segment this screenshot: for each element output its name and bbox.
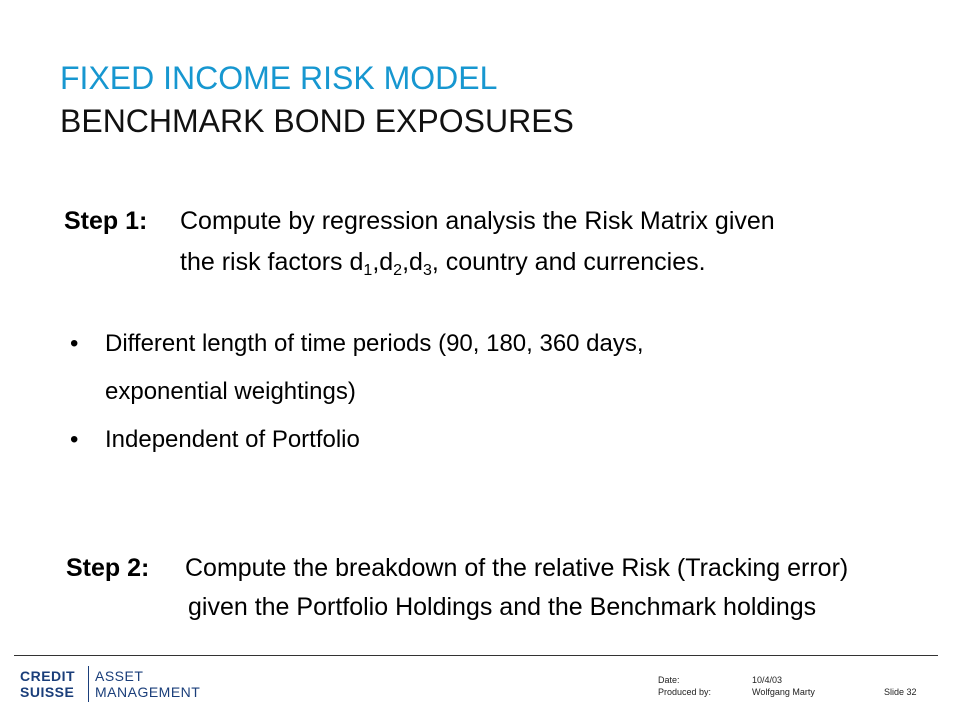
logo-credit-text: CREDIT bbox=[20, 668, 76, 684]
produced-by-label: Produced by: bbox=[658, 687, 712, 697]
subscript-3: 3 bbox=[422, 262, 432, 279]
step1-sep2: ,d bbox=[402, 248, 423, 276]
slide-subtitle: BENCHMARK BOND EXPOSURES bbox=[60, 103, 574, 139]
slide-title: FIXED INCOME RISK MODEL bbox=[60, 60, 498, 96]
bullet-dot-1: • bbox=[70, 330, 79, 357]
step1-line2-prefix: the risk factors d bbox=[180, 248, 364, 276]
logo-asset-text: ASSET bbox=[95, 668, 144, 684]
step1-sep1: ,d bbox=[372, 248, 394, 276]
bullet-dot-2: • bbox=[70, 426, 79, 453]
produced-by-value: Wolfgang Marty bbox=[752, 687, 815, 697]
step1-label: Step 1: bbox=[64, 207, 148, 235]
footer-divider bbox=[14, 655, 938, 656]
business-unit-logo bbox=[95, 668, 200, 700]
company-logo bbox=[20, 668, 75, 700]
date-value: 10/4/03 bbox=[752, 675, 783, 685]
date-label: Date: bbox=[658, 675, 680, 685]
logo-management-text: MANAGEMENT bbox=[95, 684, 201, 700]
step1-text-line1: Compute by regression analysis the Risk Matrix given bbox=[180, 207, 775, 235]
subscript-2: 2 bbox=[393, 262, 403, 279]
bullet-item-1: Different length of time periods (90, 180, 360 days, bbox=[105, 330, 644, 357]
step2-text-line2: given the Portfolio Holdings and the Benchmark holdings bbox=[188, 593, 817, 621]
slide-number: Slide 32 bbox=[884, 687, 917, 697]
subscript-1: 1 bbox=[363, 262, 373, 279]
bullet-item-1-continued: exponential weightings) bbox=[105, 378, 356, 405]
step2-label: Step 2: bbox=[66, 554, 150, 582]
bullet-item-2: Independent of Portfolio bbox=[105, 426, 360, 453]
step1-line2-suffix: , country and currencies. bbox=[431, 248, 706, 276]
logo-suisse-text: SUISSE bbox=[20, 684, 75, 700]
step1-text-line2 bbox=[180, 248, 706, 277]
step2-text-line1: Compute the breakdown of the relative Risk (Tracking error) bbox=[185, 554, 849, 582]
logo-divider bbox=[88, 666, 89, 702]
